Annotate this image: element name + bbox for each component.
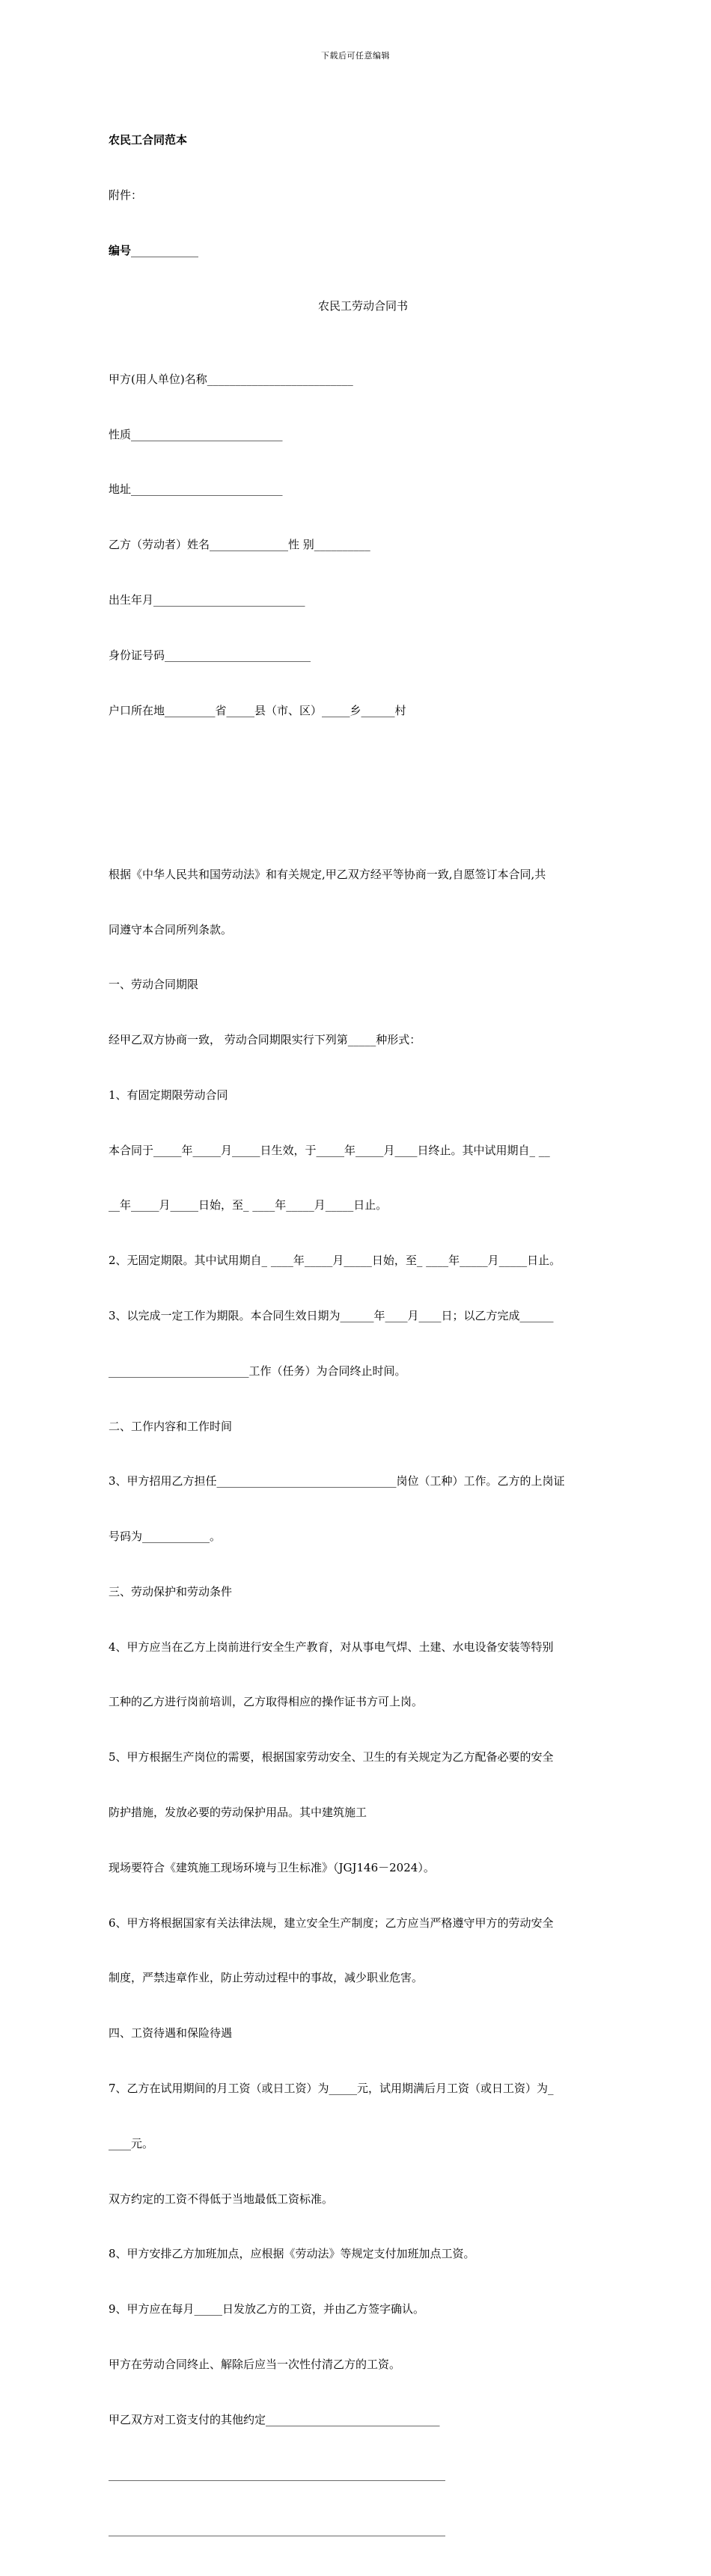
party-employer-nature: 性质___________________________ [109,427,283,441]
paragraph-line: 双方约定的工资不得低于当地最低工资标准。 [109,2192,334,2206]
clause-item: 7、乙方在试用期间的月工资（或日工资）为_____元，试用期满后月工资（或日工资）为_ [109,2081,554,2095]
paragraph-line: __年_____月_____日始，至_ ____年_____月_____日止。 [109,1198,388,1212]
party-employer-address: 地址___________________________ [109,482,283,497]
serial-number-line [109,242,617,260]
party-worker-name-gender: 乙方（劳动者）姓名______________性 别__________ [109,538,370,552]
header-note: 下载后可任意编辑 [321,51,390,61]
blank-line: ____________________________________________________________ [109,2468,445,2482]
paragraph-line: 甲方在劳动合同终止、解除后应当一次性付清乙方的工资。 [109,2357,401,2371]
paragraph-line: ____元。 [109,2136,154,2150]
paragraph-line: 工种的乙方进行岗前培训，乙方取得相应的操作证书方可上岗。 [109,1695,424,1709]
paragraph-line: _________________________工作（任务）为合同终止时间。 [109,1364,406,1378]
attachment-label: 附件： [109,188,143,202]
serial-blank: ____________ [131,243,199,257]
document-title: 农民工合同范本 [109,133,188,147]
paragraph-line: 制度，严禁违章作业，防止劳动过程中的事故，减少职业危害。 [109,1971,424,1985]
clause-item: 3、甲方招用乙方担任________________________________岗位（工种）工作。乙方的上岗证 [109,1474,565,1488]
clause-item: 5、甲方根据生产岗位的需要，根据国家劳动安全、卫生的有关规定为乙方配备必要的安全 [109,1750,554,1764]
section-heading: 一、劳动合同期限 [109,978,199,992]
paragraph-line: 现场要符合《建筑施工现场环境与卫生标准》（JGJ146－2024）。 [109,1860,435,1874]
clause-item: 2、无固定期限。其中试用期自_ ____年_____月_____日始，至_ ____年_____月_____日止。 [109,1254,561,1268]
section-heading: 四、工资待遇和保险待遇 [109,2026,233,2040]
serial-label: 编号 [109,243,132,257]
paragraph-line: 同遵守本合同所列条款。 [109,922,233,936]
clause-item: 8、甲方安排乙方加班加点，应根据《劳动法》等规定支付加班加点工资。 [109,2247,475,2261]
paragraph-line: 号码为____________。 [109,1530,222,1544]
clause-item: 6、甲方将根据国家有关法律法规，建立安全生产制度；乙方应当严格遵守甲方的劳动安全 [109,1916,554,1930]
blank-line: ____________________________________________________________ [109,2523,445,2537]
clause-item: 4、甲方应当在乙方上岗前进行安全生产教育，对从事电气焊、土建、水电设备安装等特别 [109,1640,554,1654]
clause-item: 1、有固定期限劳动合同 [109,1088,228,1102]
party-employer-name: 甲方(用人单位)名称__________________________ [109,372,353,386]
document-body [109,94,617,2576]
party-worker-id-number: 身份证号码__________________________ [109,648,311,662]
paragraph-line: 本合同于_____年_____月_____日生效，于_____年_____月____日终止。其中试用期自_ __ [109,1143,550,1157]
party-worker-household: 户口所在地_________省_____县（市、区）_____乡______村 [109,703,406,717]
paragraph-line: 甲乙双方对工资支付的其他约定_______________________________ [109,2412,440,2426]
party-worker-birth: 出生年月___________________________ [109,593,305,607]
paragraph-line: 根据《中华人民共和国劳动法》和有关规定,甲乙双方经平等协商一致,自愿签订本合同,共 [109,867,546,881]
contract-title: 农民工劳动合同书 [317,298,408,313]
paragraph-line: 经甲乙双方协商一致， 劳动合同期限实行下列第_____种形式： [109,1033,421,1047]
section-spacer [109,775,617,810]
section-heading: 二、工作内容和工作时间 [109,1419,233,1433]
paragraph-line: 防护措施，发放必要的劳动保护用品。其中建筑施工 [109,1806,367,1820]
section-heading: 三、劳动保护和劳动条件 [109,1584,233,1598]
clause-item: 9、甲方应在每月_____日发放乙方的工资，并由乙方签字确认。 [109,2302,425,2316]
clause-item: 3、以完成一定工作为期限。本合同生效日期为______年____月____日；以乙方完成______ [109,1309,554,1322]
